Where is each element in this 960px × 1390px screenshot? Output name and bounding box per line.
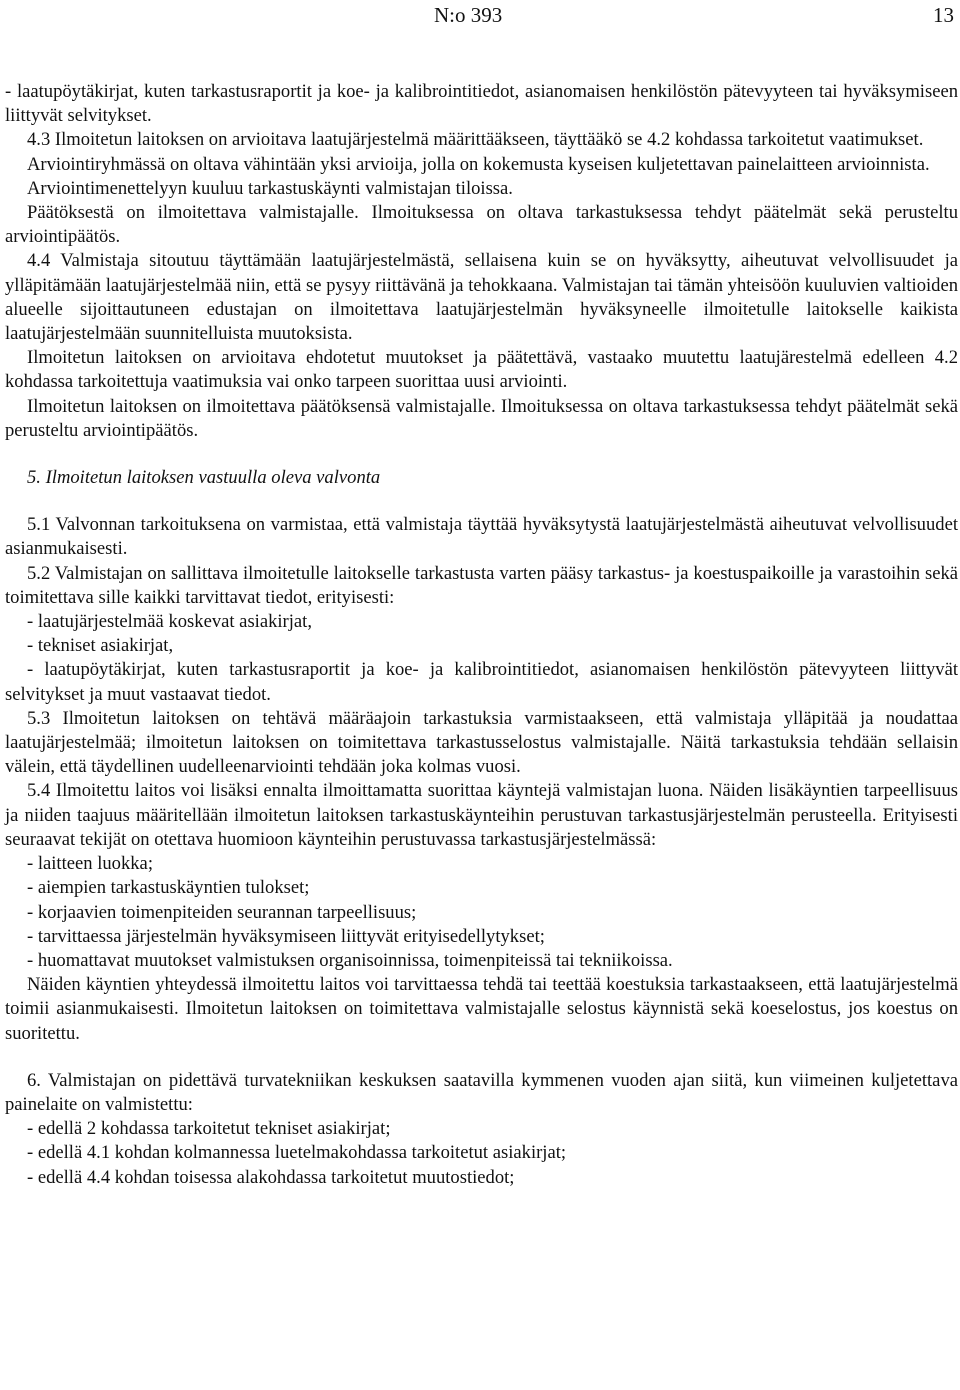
list-item: - laatujärjestelmää koskevat asiakirjat, <box>27 611 312 633</box>
paragraph-5-1: 5.1 Valvonnan tarkoituksena on varmistaa, että valmistaja täyttää hyväksytystä laatujärjestelmästä aiheutuvat velvollisuudet asianmukaisesti. <box>5 514 958 560</box>
paragraph-6: 6. Valmistajan on pidettävä turvatekniikan keskuksen saatavilla kymmenen vuoden ajan siitä, kun viimeinen kuljetettava painelaite on valmistettu: <box>5 1069 958 1115</box>
paragraph-4-4: 4.4 Valmistaja sitoutuu täyttämään laatujärjestelmästä, sellaisena kuin se on hyväksytty, aiheutuvat velvollisuudet ja ylläpitämään laatujärjestelmää niin, että se pysyy riittävänä ja tehokkaana. Valmistajan tai tämän yhteisöön kuuluvien valtioiden alueelle sijoittautuneen edustajan on ilmoitettava laatujärjestelmän hyväksyneelle ilmoitetulle laitokselle kaikista laatujärjestelmään suunnitelluista muutoksista. <box>5 250 958 345</box>
paragraph-5-2: 5.2 Valmistajan on sallittava ilmoitetulle laitokselle tarkastusta varten pääsy tarkastus- ja koestuspaikoille ja varastoihin sekä toimitettava sille kaikki tarvittavat tiedot, erityisesti: <box>5 562 958 608</box>
list-item: - edellä 4.1 kohdan kolmannessa luetelmakohdassa tarkoitetut asiakirjat; <box>27 1142 567 1164</box>
list-item: - tarvittaessa järjestelmän hyväksymiseen liittyvät erityisedellytykset; <box>27 925 545 947</box>
page-number: 13 <box>933 3 954 27</box>
paragraph: Päätöksestä on ilmoitettava valmistajalle. Ilmoituksessa on oltava tarkastuksessa tehdyt päätelmät sekä perusteltu arviointipäätös. <box>5 202 958 248</box>
list-item: - edellä 2 kohdassa tarkoitetut tekniset asiakirjat; <box>27 1118 391 1140</box>
section-heading-5: 5. Ilmoitetun laitoksen vastuulla oleva valvonta <box>27 467 381 489</box>
paragraph: Arviointimenettelyyn kuuluu tarkastuskäynti valmistajan tiloissa. <box>27 177 513 199</box>
paragraph: Ilmoitetun laitoksen on ilmoitettava päätöksensä valmistajalle. Ilmoituksessa on oltava tarkastuksessa tehdyt päätelmät sekä perusteltu arviointipäätös. <box>5 395 958 441</box>
list-item: - laitteen luokka; <box>27 853 153 875</box>
list-item: - aiempien tarkastuskäyntien tulokset; <box>27 877 310 899</box>
paragraph: Näiden käyntien yhteydessä ilmoitettu laitos voi tarvittaessa tehdä tai teettää koestuksia tarkastaakseen, että laatujärjestelmä toimii asianmukaisesti. Ilmoitetun laitoksen on toimitettava valmistajalle selostus käynnistä sekä koeselostus, jos koestus on suoritettu. <box>5 974 958 1044</box>
document-body <box>5 80 958 1190</box>
paragraph: Arviointiryhmässä on oltava vähintään yksi arvioija, jolla on kokemusta kyseisen kuljetettavan painelaitteen arvioinnista. <box>27 153 930 175</box>
paragraph-5-3: 5.3 Ilmoitetun laitoksen on tehtävä määräajoin tarkastuksia varmistaakseen, että valmistaja ylläpitää ja noudattaa laatujärjestelmää; ilmoitetun laitoksen on toimitettava tarkastusselostus valmistajalle. Näitä tarkastuksia tehdään sellaisin välein, että täydellinen uudelleenarviointi tehdään joka kolmas vuosi. <box>5 707 958 778</box>
list-item: - laatupöytäkirjat, kuten tarkastusraportit ja koe- ja kalibrointitiedot, asianomaisen henkilöstön pätevyyteen liittyvät selvitykset ja muut vastaavat tiedot. <box>5 659 958 705</box>
paragraph: Ilmoitetun laitoksen on arvioitava ehdotetut muutokset ja päätettävä, vastaako muutettu laatujärestelmä edelleen 4.2 kohdassa tarkoitettuja vaatimuksia vai onko tarpeen suorittaa uusi arviointi. <box>5 347 958 393</box>
list-item: - huomattavat muutokset valmistuksen organisoinnissa, toimenpiteissä tai tekniikoissa. <box>27 949 673 971</box>
list-item: - edellä 4.4 kohdan toisessa alakohdassa tarkoitetut muutostiedot; <box>27 1166 515 1188</box>
list-item: - tekniset asiakirjat, <box>27 635 174 657</box>
list-item: - korjaavien toimenpiteiden seurannan tarpeellisuus; <box>27 901 417 923</box>
paragraph-5-4: 5.4 Ilmoitettu laitos voi lisäksi ennalta ilmoittamatta suorittaa käyntejä valmistajan luona. Näiden lisäkäyntien tarpeellisuus ja niiden taajuus määritellään ilmoitetun laitoksen tarkastuskäynteihin perustuvan tarkastusjärjestelmän perusteella. Erityisesti seuraavat tekijät on otettava huomioon käynteihin perustuvassa tarkastusjärjestelmässä: <box>5 780 958 850</box>
statute-number: N:o 393 <box>434 3 503 27</box>
paragraph-4-3: 4.3 Ilmoitetun laitoksen on arvioitava laatujärjestelmä määrittääkseen, täyttääkö se 4.2 kohdassa tarkoitetut vaatimukset. <box>27 129 924 151</box>
list-item: - laatupöytäkirjat, kuten tarkastusraportit ja koe- ja kalibrointitiedot, asianomaisen henkilöstön pätevyyteen tai hyväksymiseen liittyvät selvitykset. <box>5 81 958 127</box>
page-header <box>0 3 960 25</box>
